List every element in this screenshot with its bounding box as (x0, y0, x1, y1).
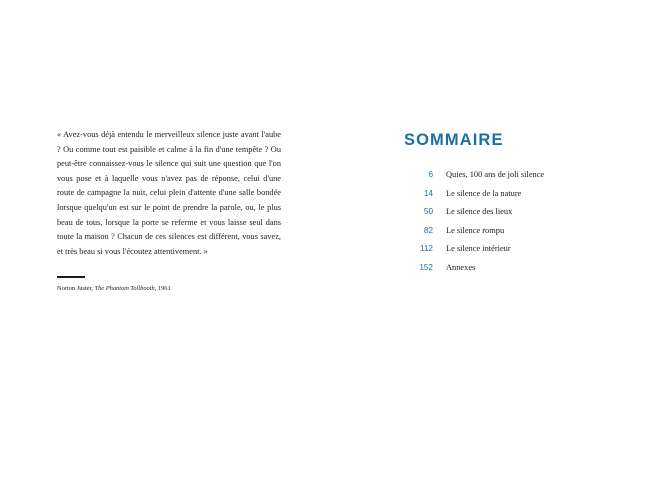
toc-page-number: 6 (428, 170, 433, 179)
toc-page-number: 112 (419, 244, 433, 253)
toc-entry-label: Le silence des lieux (446, 207, 513, 216)
toc-entry-label: Le silence rompu (446, 225, 505, 235)
toc-page-number: 50 (423, 207, 433, 216)
attribution-work: The Phantom Tollbooth (94, 284, 155, 292)
toc-entry[interactable] (404, 170, 614, 189)
toc-entry[interactable] (404, 244, 614, 263)
toc-entry[interactable] (404, 207, 614, 226)
toc-entry-label: Le silence intérieur (446, 244, 511, 253)
toc-page-number: 152 (419, 262, 433, 272)
table-of-contents (404, 170, 614, 281)
attribution-author: Norton Juster, (57, 284, 95, 292)
toc-entry[interactable] (404, 189, 614, 208)
toc-entry[interactable] (404, 226, 614, 245)
attribution-year: , 1961 (154, 284, 171, 292)
toc-entry-label: Quies, 100 ans de joli silence (446, 170, 545, 179)
quote-text: « Avez-vous déjà entendu le merveilleux silence juste avant l'aube ? Ou comme tout est paisible et calme à la fin d'une tempête ? Ou peut-être connaissez-vous le silence qui suit une question que l'on vous pose et à laquelle vous n'avez pas de réponse, celui d'une route de campagne la nuit, celui plein d'attente d'une salle bondée lorsque quelqu'un est sur le point de prendre la parole, ou, le plus beau de tous, lorsque la porte se referme et vous laisse seul dans toute la maison ? Chacun de ces silences est différent, vous savez, et très beau si vous l'écoutez attentivement. » (57, 130, 281, 256)
toc-page-number: 14 (423, 188, 433, 198)
toc-page-number: 82 (423, 225, 433, 235)
toc-entry[interactable] (404, 263, 614, 282)
quote-divider (57, 276, 85, 278)
page-title: SOMMAIRE (404, 131, 504, 149)
quote-block (57, 128, 281, 293)
quote-attribution (57, 284, 281, 293)
toc-entry-label: Le silence de la nature (446, 188, 522, 198)
toc-entry-label: Annexes (446, 262, 476, 272)
right-page (325, 0, 650, 484)
